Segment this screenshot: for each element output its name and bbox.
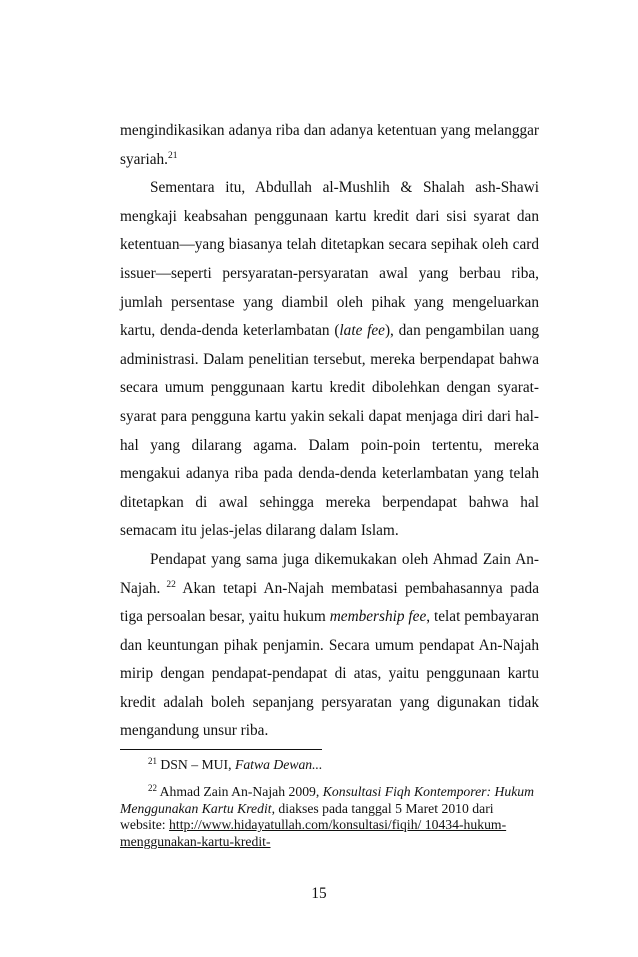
text-run: DSN – MUI, [157,757,235,772]
body-text [120,117,539,746]
text-run: ), dan pengambilan uang administrasi. Dalam penelitian tersebut, mereka berpendapat bahwa secara umum penggunaan kartu kredit dibolehkan dengan syarat-syarat para pengguna kartu yakin sekali dapat menjaga diri dari hal-hal yang dilarang agama. Dalam poin-poin tertentu, mereka mengakui adanya riba pada denda-denda keterlambatan yang telah ditetapkan di awal sehingga mereka berpendapat bahwa hal semacam itu jelas-jelas dilarang dalam Islam. [120,322,539,540]
footnote-ref: 21 [168,150,178,161]
paragraph [120,174,539,546]
text-run: Sementara itu, Abdullah al-Mushlih & Shalah ash-Shawi mengkaji keabsahan penggunaan kartu kredit dari sisi syarat dan ketentuan—yang biasanya telah ditetapkan secara sepihak oleh card issuer—seperti persyaratan-persyaratan awal yang berbau riba, jumlah persentase yang diambil oleh pihak yang mengeluarkan kartu, denda-denda keterlambatan ( [120,179,539,340]
text-run: mengindikasikan adanya riba dan adanya ketentuan yang melanggar syariah. [120,122,539,168]
footnotes [120,757,539,851]
paragraph [120,546,539,746]
italic-text: Konsultasi Fiqh Kontemporer: Hukum Menggunakan Kartu Kredit [120,783,535,816]
text-run: Akan tetapi An-Najah membatasi pembahasannya pada tiga persoalan besar, yaitu hukum [120,579,539,626]
italic-text: membership fee [329,608,427,626]
footnote-separator [120,749,322,750]
footnote-item [120,757,539,774]
paragraph [120,117,539,174]
url-link[interactable]: http://www.hidayatullah.com/konsultasi/fiqih/ 10434-hukum-menggunakan-kartu-kredit- [120,817,507,850]
text-run: , telat pembayaran dan keuntungan pihak penjamin. Secara umum pendapat An-Najah mirip dengan pendapat-pendapat di atas, yaitu penggunaan kartu kredit adalah boleh sepanjang persyaratan yang digunakan tidak mengandung unsur riba. [120,608,540,740]
italic-text: late fee [339,322,385,340]
text-run: Pendapat yang sama juga dikemukakan oleh Ahmad Zain An-Najah. [120,550,539,597]
footnote-ref: 21 [148,756,157,766]
footnote-ref: 22 [148,782,157,793]
italic-text: Fatwa Dewan... [234,757,323,772]
footnote-item [120,784,539,851]
text-run: Ahmad Zain An-Najah 2009, [157,783,323,799]
page-number: 15 [311,885,327,902]
text-run: , diakses pada tanggal 5 Maret 2010 dari website: [120,800,494,833]
footnote-ref: 22 [160,579,176,590]
